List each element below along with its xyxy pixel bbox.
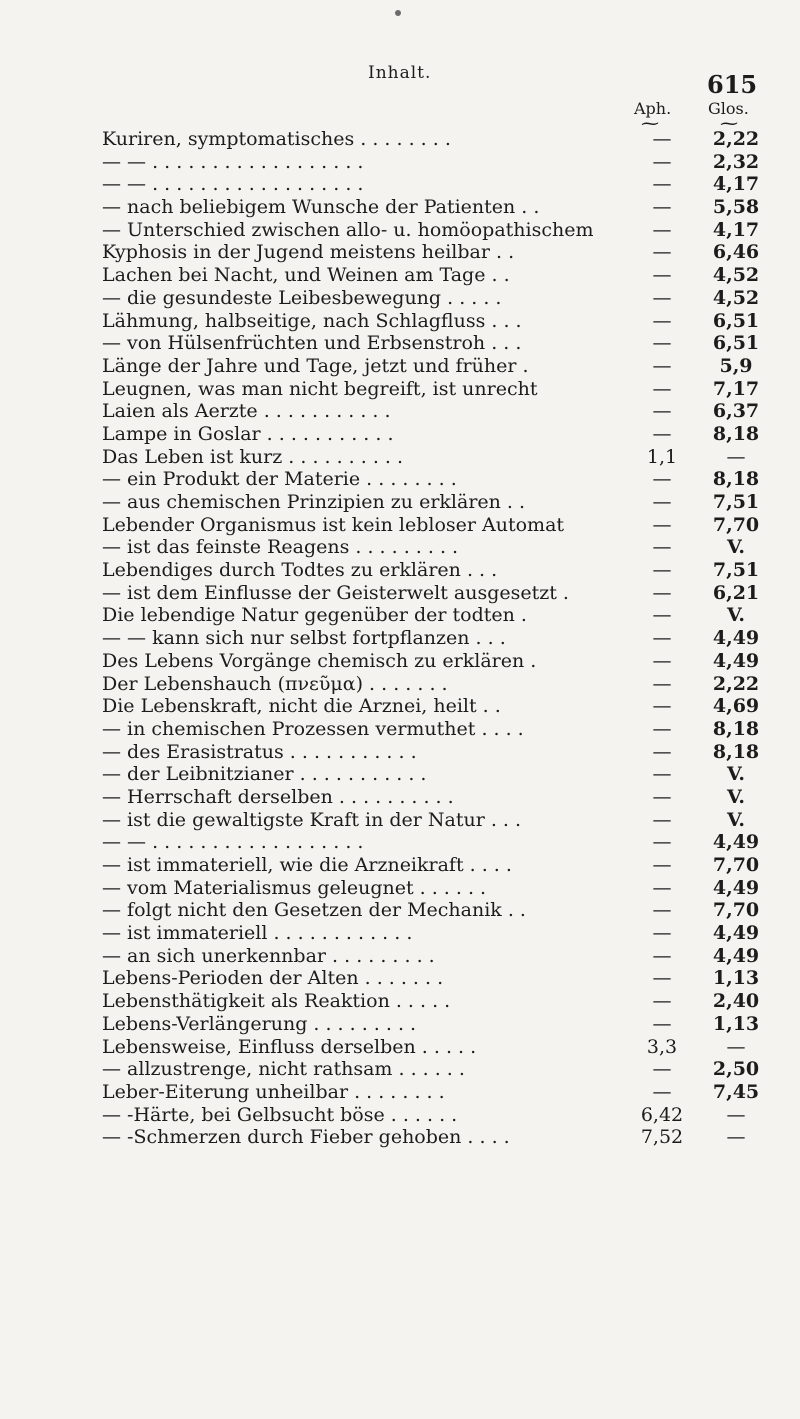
index-entry-text: Das Leben ist kurz . . . . . . . . . . xyxy=(102,445,404,468)
index-row xyxy=(102,400,772,423)
index-row xyxy=(102,627,772,650)
index-entry-text: Lebender Organismus ist kein lebloser Automat xyxy=(102,513,565,536)
index-row xyxy=(102,1058,772,1081)
index-entry-text: — aus chemischen Prinzipien zu erklären . . xyxy=(102,491,526,513)
glos-reference: 4,49 xyxy=(712,944,760,967)
glos-reference: 8,18 xyxy=(712,468,760,491)
glos-reference: V. xyxy=(726,536,746,559)
aph-reference: — xyxy=(652,876,672,899)
index-entry-text: — allzustrenge, nicht rathsam . . . . . . xyxy=(102,1058,465,1081)
glos-reference: 1,13 xyxy=(712,967,760,990)
glos-reference: 8,18 xyxy=(712,717,760,740)
aph-reference: — xyxy=(652,513,672,536)
aph-reference: — xyxy=(652,854,672,876)
page-number: 615 xyxy=(707,70,758,99)
glos-reference: 6,37 xyxy=(712,400,760,423)
glos-reference: 7,51 xyxy=(712,559,760,582)
index-entry-text: — folgt nicht den Gesetzen der Mechanik . . xyxy=(102,899,526,922)
index-row xyxy=(102,128,772,151)
glos-reference: 4,17 xyxy=(712,218,760,241)
index-entry-text: Lebensthätigkeit als Reaktion . . . . . xyxy=(102,990,451,1013)
aph-reference: — xyxy=(652,831,672,854)
aph-reference: — xyxy=(652,649,672,672)
glos-reference: 4,52 xyxy=(712,264,760,287)
index-row xyxy=(102,264,772,287)
index-entry-text: — Herrschaft derselben . . . . . . . . . . xyxy=(102,785,454,808)
index-entry-text: — — kann sich nur selbst fortpflanzen . . . xyxy=(102,627,506,650)
glos-reference: — xyxy=(726,1126,746,1149)
index-entry-text: — -Schmerzen durch Fieber gehoben . . . . xyxy=(102,1126,510,1149)
glos-reference: 8,18 xyxy=(712,422,760,445)
index-row xyxy=(102,151,772,174)
aph-reference: — xyxy=(652,241,672,264)
aph-reference: 6,42 xyxy=(640,1103,684,1126)
index-row xyxy=(102,877,772,900)
index-entry-text: Lachen bei Nacht, und Weinen am Tage . . xyxy=(102,264,510,287)
glos-reference: — xyxy=(726,445,746,468)
index-row xyxy=(102,514,772,537)
aph-reference: — xyxy=(652,422,672,445)
aph-reference: — xyxy=(652,332,672,355)
glos-reference: 2,50 xyxy=(712,1058,760,1081)
aph-reference: — xyxy=(652,468,672,491)
index-row xyxy=(102,1126,772,1149)
index-row xyxy=(102,196,772,219)
index-row xyxy=(102,1036,772,1059)
index-row xyxy=(102,559,772,582)
index-row xyxy=(102,332,772,355)
index-row xyxy=(102,786,772,809)
index-row xyxy=(102,241,772,264)
index-row xyxy=(102,446,772,469)
index-entry-text: — ist immateriell, wie die Arzneikraft . . . . xyxy=(102,854,512,876)
index-entry-text: Leugnen, was man nicht begreift, ist unrecht xyxy=(102,377,538,400)
tilde-ornament: ⁓ xyxy=(641,113,659,134)
index-entry-text: — — . . . . . . . . . . . . . . . . . . xyxy=(102,150,364,173)
glos-reference: 4,49 xyxy=(712,649,760,672)
aph-reference: — xyxy=(652,899,672,922)
index-list xyxy=(102,128,772,1149)
aph-reference: — xyxy=(652,922,672,945)
index-entry-text: — -Härte, bei Gelbsucht böse . . . . . . xyxy=(102,1103,458,1126)
index-row xyxy=(102,1081,772,1104)
glos-reference: 7,51 xyxy=(712,491,760,513)
glos-reference: — xyxy=(726,1103,746,1126)
index-row xyxy=(102,287,772,310)
aph-reference: — xyxy=(652,309,672,332)
aph-reference: 1,1 xyxy=(646,445,678,468)
aph-reference: — xyxy=(652,967,672,990)
aph-reference: — xyxy=(652,627,672,650)
glos-reference: V. xyxy=(726,604,746,627)
glos-reference: 4,52 xyxy=(712,286,760,309)
aph-reference: — xyxy=(652,400,672,423)
index-entry-text: Länge der Jahre und Tage, jetzt und früher . xyxy=(102,354,529,377)
index-row xyxy=(102,673,772,696)
glos-reference: 7,17 xyxy=(712,377,760,400)
glos-reference: 7,70 xyxy=(712,513,760,536)
tilde-ornament: ⁓ xyxy=(720,113,738,134)
index-row xyxy=(102,536,772,559)
index-entry-text: Laien als Aerzte . . . . . . . . . . . xyxy=(102,400,391,423)
index-entry-text: — Unterschied zwischen allo- u. homöopathischem xyxy=(102,218,594,241)
aph-reference: — xyxy=(652,218,672,241)
index-row xyxy=(102,854,772,877)
index-row xyxy=(102,695,772,718)
index-row xyxy=(102,922,772,945)
index-row xyxy=(102,423,772,446)
index-row xyxy=(102,945,772,968)
aph-reference: — xyxy=(652,377,672,400)
glos-reference: 7,70 xyxy=(712,899,760,922)
glos-reference: 2,22 xyxy=(712,128,760,150)
index-row xyxy=(102,1013,772,1036)
glos-reference: 2,32 xyxy=(712,150,760,173)
glos-reference: 4,49 xyxy=(712,831,760,854)
index-entry-text: Kyphosis in der Jugend meistens heilbar . . xyxy=(102,241,515,264)
glos-reference: 2,22 xyxy=(712,672,760,695)
aph-reference: — xyxy=(652,944,672,967)
aph-reference: — xyxy=(652,604,672,627)
index-entry-text: — vom Materialismus geleugnet . . . . . . xyxy=(102,876,487,899)
index-entry-text: Die Lebenskraft, nicht die Arznei, heilt . . xyxy=(102,695,501,718)
index-entry-text: Des Lebens Vorgänge chemisch zu erklären . xyxy=(102,649,537,672)
aph-reference: — xyxy=(652,1058,672,1081)
index-entry-text: Lampe in Goslar . . . . . . . . . . . xyxy=(102,422,394,445)
index-entry-text: Lähmung, halbseitige, nach Schlagfluss . . . xyxy=(102,309,522,332)
index-row xyxy=(102,809,772,832)
glos-reference: 4,49 xyxy=(712,627,760,650)
aph-reference: — xyxy=(652,581,672,604)
index-row xyxy=(102,1104,772,1127)
glos-reference: 6,51 xyxy=(712,309,760,332)
column-header-glos: Glos. xyxy=(708,99,749,118)
index-row xyxy=(102,990,772,1013)
index-row xyxy=(102,604,772,627)
index-entry-text: Der Lebenshauch (πνεῦμα) . . . . . . . xyxy=(102,672,448,695)
index-row xyxy=(102,219,772,242)
aph-reference: — xyxy=(652,672,672,695)
glos-reference: 4,49 xyxy=(712,876,760,899)
column-header-aph: Aph. xyxy=(634,99,672,118)
page-header-title: Inhalt. xyxy=(368,63,432,83)
ink-dot xyxy=(395,10,401,16)
index-entry-text: — ein Produkt der Materie . . . . . . . . xyxy=(102,468,457,491)
glos-reference: V. xyxy=(726,785,746,808)
index-entry-text: — des Erasistratus . . . . . . . . . . . xyxy=(102,740,417,763)
index-row xyxy=(102,491,772,514)
index-row xyxy=(102,899,772,922)
glos-reference: 2,40 xyxy=(712,990,760,1013)
aph-reference: — xyxy=(652,717,672,740)
index-entry-text: Kuriren, symptomatisches . . . . . . . . xyxy=(102,128,451,150)
aph-reference: — xyxy=(652,491,672,513)
aph-reference: — xyxy=(652,196,672,219)
index-row xyxy=(102,310,772,333)
glos-reference: 6,21 xyxy=(712,581,760,604)
index-entry-text: Die lebendige Natur gegenüber der todten . xyxy=(102,604,527,627)
glos-reference: 8,18 xyxy=(712,740,760,763)
index-row xyxy=(102,831,772,854)
glos-reference: 5,9 xyxy=(719,354,753,377)
aph-reference: — xyxy=(652,536,672,559)
index-entry-text: — ist immateriell . . . . . . . . . . . . xyxy=(102,922,413,945)
aph-reference: — xyxy=(652,128,672,150)
aph-reference: — xyxy=(652,695,672,718)
glos-reference: — xyxy=(726,1035,746,1058)
aph-reference: — xyxy=(652,559,672,582)
index-entry-text: — an sich unerkennbar . . . . . . . . . xyxy=(102,944,435,967)
aph-reference: 3,3 xyxy=(646,1035,678,1058)
index-entry-text: Lebens-Perioden der Alten . . . . . . . xyxy=(102,967,444,990)
glos-reference: V. xyxy=(726,763,746,786)
aph-reference: — xyxy=(652,990,672,1013)
glos-reference: 5,58 xyxy=(712,196,760,219)
aph-reference: — xyxy=(652,740,672,763)
aph-reference: — xyxy=(652,808,672,831)
index-entry-text: Leber-Eiterung unheilbar . . . . . . . . xyxy=(102,1080,445,1103)
index-row xyxy=(102,582,772,605)
index-row xyxy=(102,741,772,764)
index-row xyxy=(102,967,772,990)
index-entry-text: — in chemischen Prozessen vermuthet . . . . xyxy=(102,717,524,740)
glos-reference: 6,51 xyxy=(712,332,760,355)
aph-reference: — xyxy=(652,1080,672,1103)
aph-reference: — xyxy=(652,763,672,786)
index-row xyxy=(102,650,772,673)
index-entry-text: Lebensweise, Einfluss derselben . . . . . xyxy=(102,1035,477,1058)
index-entry-text: — ist das feinste Reagens . . . . . . . . . xyxy=(102,536,459,559)
glos-reference: 1,13 xyxy=(712,1012,760,1035)
index-row xyxy=(102,763,772,786)
index-row xyxy=(102,355,772,378)
index-row xyxy=(102,378,772,401)
index-entry-text: — die gesundeste Leibesbewegung . . . . . xyxy=(102,286,502,309)
aph-reference: — xyxy=(652,354,672,377)
glos-reference: V. xyxy=(726,808,746,831)
index-entry-text: — ist die gewaltigste Kraft in der Natur . . . xyxy=(102,808,522,831)
glos-reference: 7,70 xyxy=(712,854,760,876)
glos-reference: 7,45 xyxy=(712,1080,760,1103)
index-row xyxy=(102,468,772,491)
glos-reference: 4,69 xyxy=(712,695,760,718)
aph-reference: — xyxy=(652,173,672,196)
index-entry-text: — der Leibnitzianer . . . . . . . . . . . xyxy=(102,763,427,786)
glos-reference: 4,49 xyxy=(712,922,760,945)
index-entry-text: Lebens-Verlängerung . . . . . . . . . xyxy=(102,1012,417,1035)
aph-reference: — xyxy=(652,264,672,287)
aph-reference: 7,52 xyxy=(640,1126,684,1149)
index-row xyxy=(102,173,772,196)
index-entry-text: — ist dem Einflusse der Geisterwelt ausgesetzt . xyxy=(102,581,569,604)
aph-reference: — xyxy=(652,1012,672,1035)
index-entry-text: Lebendiges durch Todtes zu erklären . . . xyxy=(102,559,498,582)
glos-reference: 4,17 xyxy=(712,173,760,196)
index-row xyxy=(102,718,772,741)
index-entry-text: — nach beliebigem Wunsche der Patienten . . xyxy=(102,196,540,219)
glos-reference: 6,46 xyxy=(712,241,760,264)
aph-reference: — xyxy=(652,785,672,808)
index-entry-text: — — . . . . . . . . . . . . . . . . . . xyxy=(102,831,364,854)
aph-reference: — xyxy=(652,150,672,173)
index-entry-text: — — . . . . . . . . . . . . . . . . . . xyxy=(102,173,364,196)
index-entry-text: — von Hülsenfrüchten und Erbsenstroh . . . xyxy=(102,332,522,355)
aph-reference: — xyxy=(652,286,672,309)
